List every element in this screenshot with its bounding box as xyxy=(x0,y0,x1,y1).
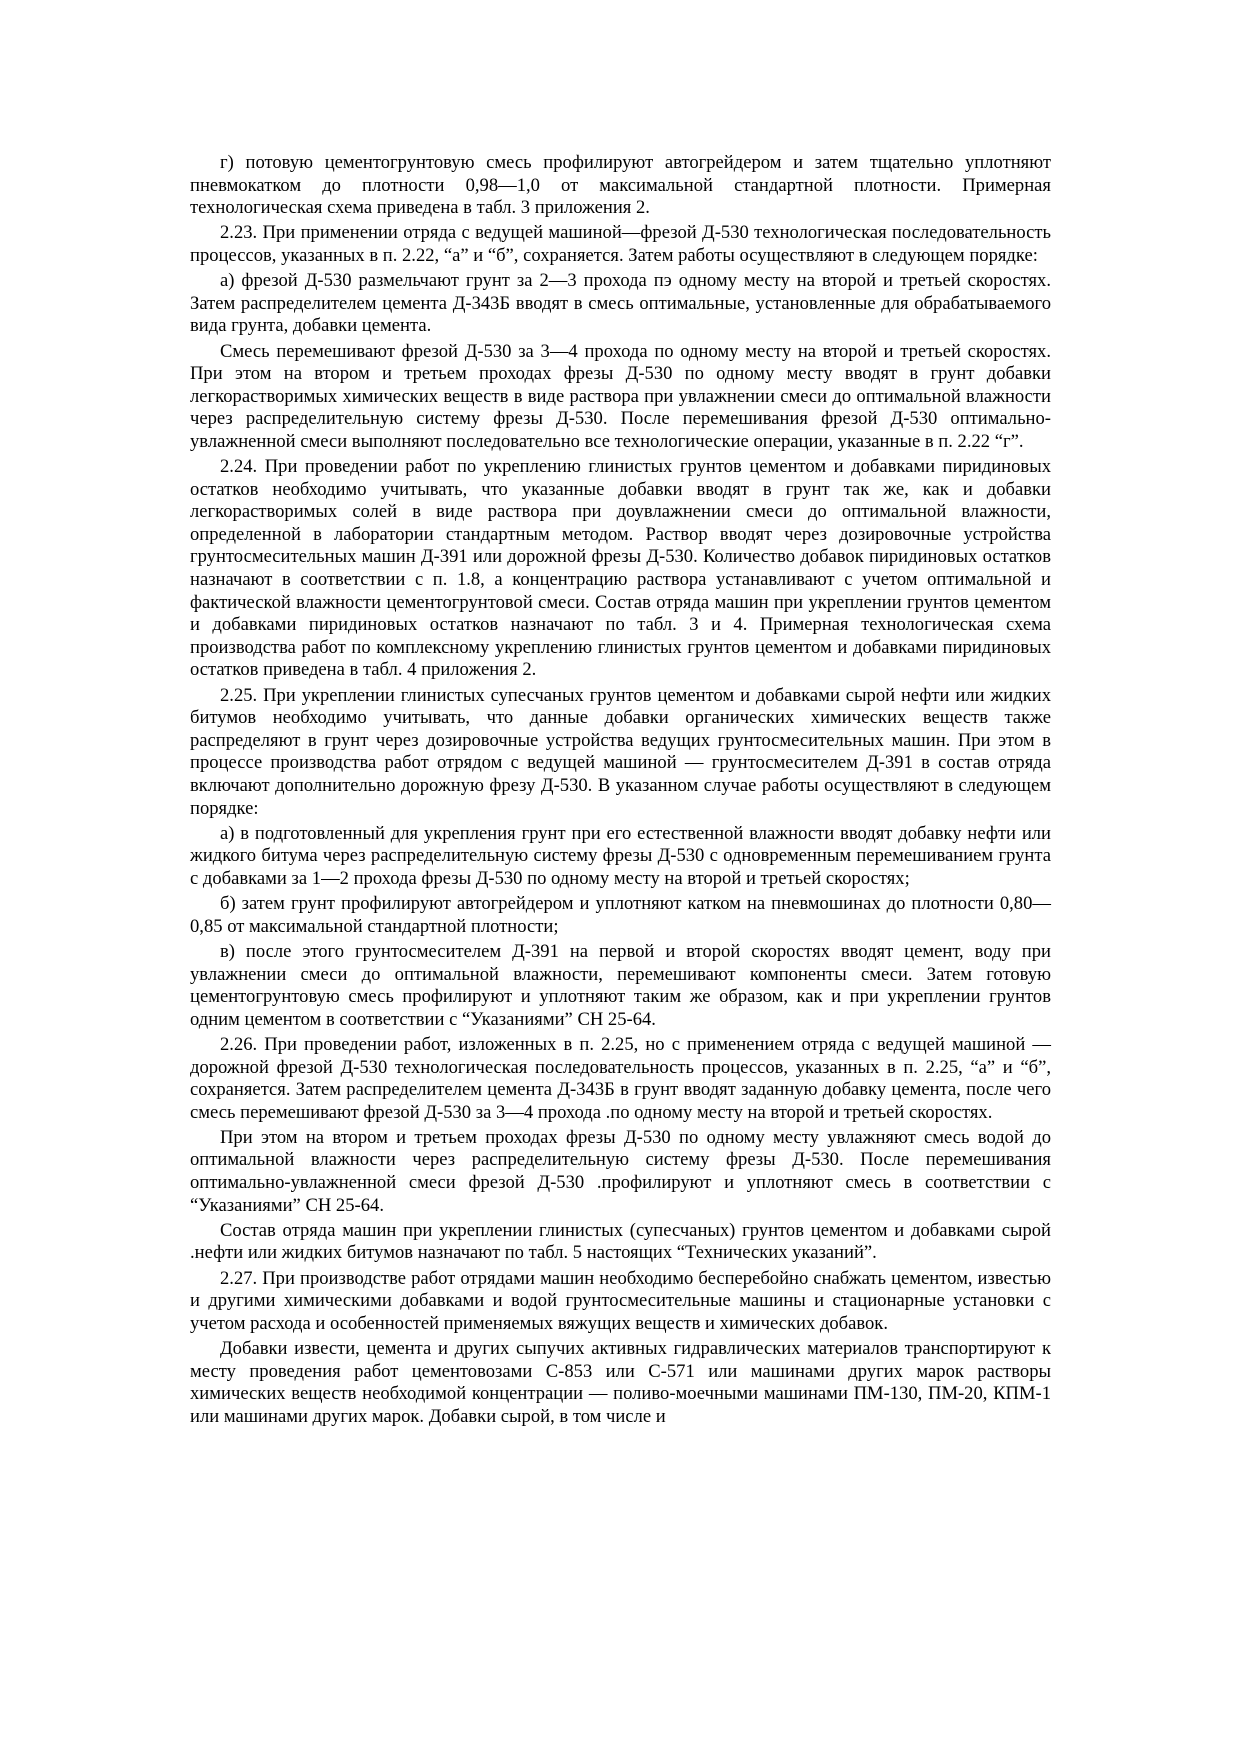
paragraph: При этом на втором и третьем проходах фрезы Д-530 по одному месту увлажняют смесь водой до оптимальной влажности через распределительную систему фрезы Д-530. После перемешивания оптимально-увлажненной смеси фрезой Д-530 .профилируют и уплотняют смесь в соответствии с “Указаниями” СН 25-64. xyxy=(190,1126,1051,1216)
paragraph: 2.26. При проведении работ, изложенных в п. 2.25, но с применением отряда с ведущей машиной — дорожной фрезой Д-530 технологическая последовательность процессов, указанных в п. 2.25, “а” и “б”, сохраняется. Затем распределителем цемента Д-343Б в грунт вводят заданную добавку цемента, после чего смесь перемешивают фрезой Д-530 за 3—4 прохода .по одному месту на второй и третьей скоростях. xyxy=(190,1033,1051,1123)
paragraph: в) после этого грунтосмесителем Д-391 на первой и второй скоростях вводят цемент, воду при увлажнении смеси до оптимальной влажности, перемешивают компоненты смеси. Затем готовую цементогрунтовую смесь профилируют и уплотняют таким же образом, как и при укреплении грунтов одним цементом в соответствии с “Указаниями” СН 25-64. xyxy=(190,940,1051,1030)
paragraph: 2.24. При проведении работ по укреплению глинистых грунтов цементом и добавками пиридиновых остатков необходимо учитывать, что указанные добавки вводят в грунт так же, как и добавки легкорастворимых солей в виде раствора при доувлажнении смеси до оптимальной влажности, определенной в лаборатории стандартным методом. Раствор вводят через дозировочные устройства грунтосмесительных машин Д-391 или дорожной фрезы Д-530. Количество добавок пиридиновых остатков назначают в соответствии с п. 1.8, а концентрацию раствора устанавливают с учетом оптимальной и фактической влажности цементогрунтовой смеси. Состав отряда машин при укреплении грунтов цементом и добавками пиридиновых остатков назначают по табл. 3 и 4. Примерная технологическая схема производства работ по комплексному укреплению глинистых грунтов цементом и добавками пиридиновых остатков приведена в табл. 4 приложения 2. xyxy=(190,456,1051,681)
document-page xyxy=(190,152,1051,1431)
paragraph: 2.27. При производстве работ отрядами машин необходимо бесперебойно снабжать цементом, известью и другими химическими добавками и водой грунтосмесительные машины и стационарные установки с учетом расхода и особенностей применяемых вяжущих веществ и химических добавок. xyxy=(190,1267,1051,1334)
paragraph: Состав отряда машин при укреплении глинистых (супесчаных) грунтов цементом и добавками сырой .нефти или жидких битумов назначают по табл. 5 настоящих “Технических указаний”. xyxy=(190,1219,1051,1264)
paragraph: а) в подготовленный для укрепления грунт при его естественной влажности вводят добавку нефти или жидкого битума через распределительную систему фрезы Д-530 с одновременным перемешиванием грунта с добавками за 1—2 прохода фрезы Д-530 по одному месту на второй и третьей скоростях; xyxy=(190,822,1051,889)
paragraph: г) потовую цементогрунтовую смесь профилируют автогрейдером и затем тщательно уплотняют пневмокатком до плотности 0,98—1,0 от максимальной стандартной плотности. Примерная технологическая схема приведена в табл. 3 приложения 2. xyxy=(190,152,1051,219)
paragraph: Смесь перемешивают фрезой Д-530 за 3—4 прохода по одному месту на второй и третьей скоростях. При этом на втором и третьем проходах фрезы Д-530 по одному месту вводят в грунт добавки легкорастворимых химических веществ в виде раствора при увлажнении смеси до оптимальной влажности через распределительную систему фрезы Д-530. После перемешивания фрезой Д-530 оптимально-увлажненной смеси выполняют последовательно все технологические операции, указанные в п. 2.22 “г”. xyxy=(190,340,1051,452)
paragraph: б) затем грунт профилируют автогрейдером и уплотняют катком на пневмошинах до плотности 0,80—0,85 от максимальной стандартной плотности; xyxy=(190,893,1051,937)
paragraph: Добавки извести, цемента и других сыпучих активных гидравлических материалов транспортируют к месту проведения работ цементовозами С-853 или С-571 или машинами других марок растворы химических веществ необходимой концентрации — поливо-моечными машинами ПМ-130, ПМ-20, КПМ-1 или машинами других марок. Добавки сырой, в том числе и xyxy=(190,1338,1051,1427)
paragraph: 2.25. При укреплении глинистых супесчаных грунтов цементом и добавками сырой нефти или жидких битумов необходимо учитывать, что данные добавки органических химических веществ также распределяют в грунт через дозировочные устройства ведущих грунтосмесительных машин. При этом в процессе производства работ отрядом с ведущей машиной — грунтосмесителем Д-391 в состав отряда включают дополнительно дорожную фрезу Д-530. В указанном случае работы осуществляют в следующем порядке: xyxy=(190,684,1051,819)
paragraph: а) фрезой Д-530 размельчают грунт за 2—3 прохода пэ одному месту на второй и третьей скоростях. Затем распределителем цемента Д-343Б вводят в смесь оптимальные, установленные для обрабатываемого вида грунта, добавки цемента. xyxy=(190,270,1051,337)
paragraph: 2.23. При применении отряда с ведущей машиной—фрезой Д-530 технологическая последовательность процессов, указанных в п. 2.22, “а” и “б”, сохраняется. Затем работы осуществляют в следующем порядке: xyxy=(190,222,1051,266)
